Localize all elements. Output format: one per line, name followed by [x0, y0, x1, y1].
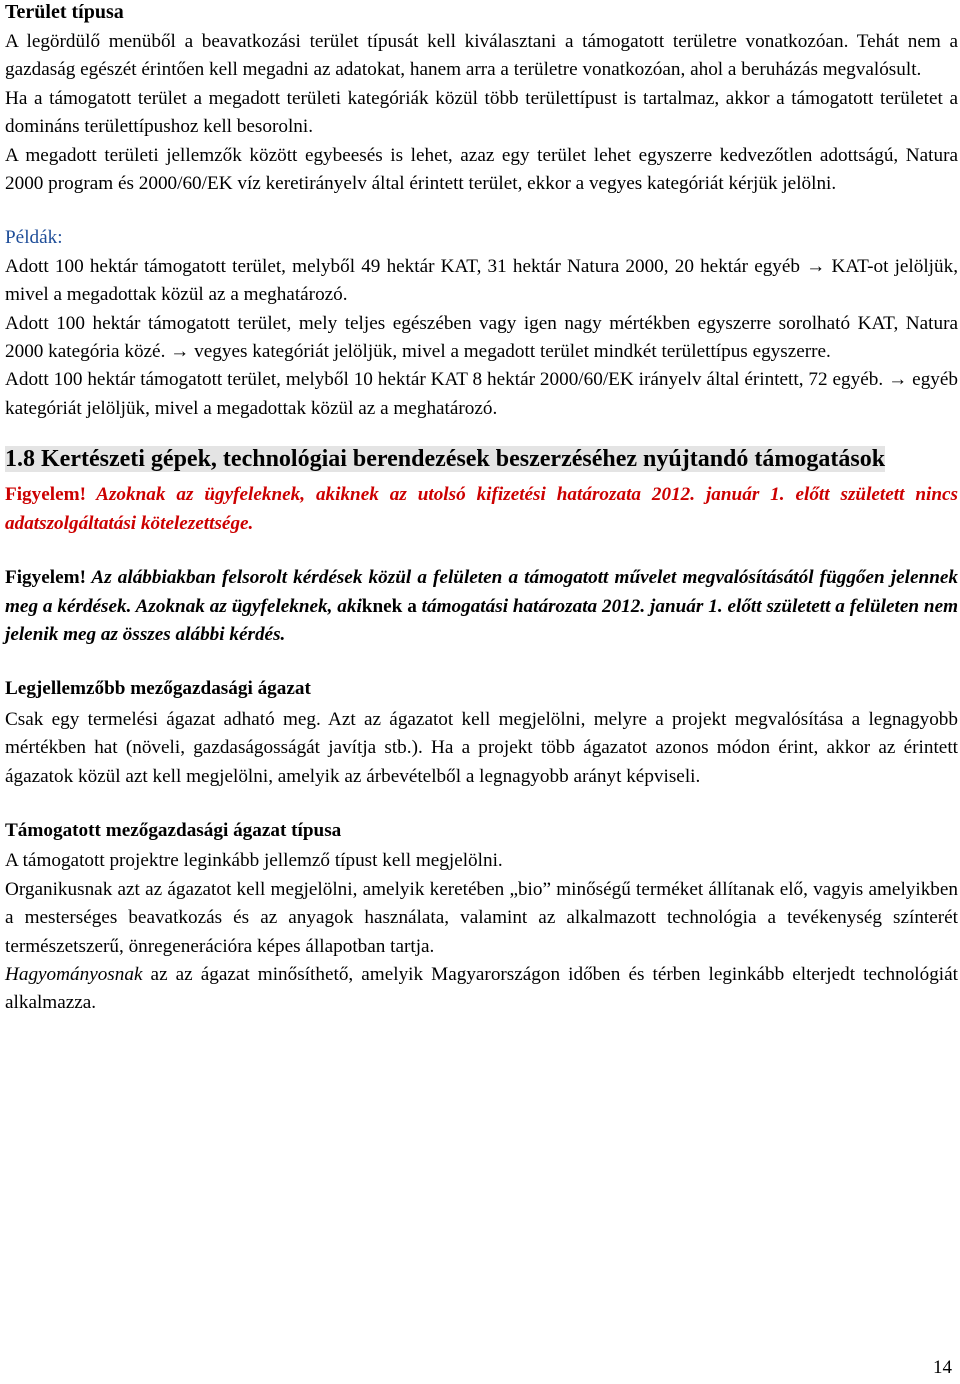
spacer: [5, 198, 958, 224]
warning-1-prefix: Figyelem!: [5, 484, 86, 506]
warning-2-text-1: Az alábbiakban felsorolt kérdések közül a felületen a támogatott művelet megvalósításától függően jelennek meg a kérdések. Azoknak az ügyfeleknek, aki: [5, 567, 958, 617]
paragraph: Organikusnak azt az ágazatot kell megjelölni, amelyik keretében „bio” minőségű terméket állítanak elő, vagyis amelyikben a mesterséges beavatkozás és az anyagok használata, valamint az alkalmazott technológia a tevékenység színterét természetszerű, önregenerációra képes állapotban tartja.: [5, 878, 958, 957]
section-title-legjellemzobb-agazat: Legjellemzőbb mezőgazdasági ágazat: [5, 678, 311, 700]
document-page: [5, 0, 958, 1018]
warning-1-text: Azoknak az ügyfeleknek, akiknek az utolsó kifizetési határozata 2012. január 1. előtt született nincs adatszolgáltatási kötelezettsége.: [5, 484, 958, 534]
spacer: [5, 538, 958, 564]
example-3: Adott 100 hektár támogatott terület, melyből 10 hektár KAT 8 hektár 2000/60/EK irányelv által érintett, 72 egyéb. → egyéb kategóriát jelöljük, mivel a megadottak közül az a meghatározó.: [5, 369, 958, 419]
section-title-agazat-tipusa: Támogatott mezőgazdasági ágazat típusa: [5, 819, 342, 841]
section-title-terulet-tipusa: Terület típusa: [5, 1, 124, 23]
paragraph: A támogatott projektre leginkább jellemző típust kell megjelölni.: [5, 850, 503, 872]
example-1: Adott 100 hektár támogatott terület, melyből 49 hektár KAT, 31 hektár Natura 2000, 20 hektár egyéb → KAT-ot jelöljük, mivel a megadottak közül az a meghatározó.: [5, 255, 958, 306]
spacer: [5, 791, 958, 817]
paragraph: A legördülő menüből a beavatkozási terület típusát kell kiválasztani a támogatott területre vonatkozóan. Tehát nem a gazdaság egészét érintően kell megadni az adatokat, hanem arra a területre vonatkozóan, ahol a beruházás megvalósult.: [5, 31, 958, 81]
paragraph-rest: az az ágazat minősíthető, amelyik Magyarországon időben és térben leginkább elterjedt technológiát alkalmazza.: [5, 963, 958, 1014]
spacer: [5, 649, 958, 675]
section-heading-text: 1.8 Kertészeti gépek, technológiai berendezések beszerzéséhez nyújtandó támogatások: [5, 446, 886, 473]
warning-2: [5, 564, 958, 649]
example-2: Adott 100 hektár támogatott terület, mely teljes egészében vagy igen nagy mértékben egyszerre sorolható KAT, Natura 2000 kategória közé. → vegyes kategóriát jelöljük, mivel a megadott terület mindkét területtípus egyszerre.: [5, 312, 958, 363]
paragraph: A megadott területi jellemzők között egybeesés is lehet, azaz egy terület lehet egyszerre kedvezőtlen adottságú, Natura 2000 program és 2000/60/EK víz keretirányelv által érintett terület, ekkor a vegyes kategóriát kérjük jelölni.: [5, 144, 958, 195]
warning-2-text-plain: knek a: [361, 595, 417, 617]
italic-term: Hagyományosnak: [5, 963, 143, 985]
page-number: 14: [933, 1357, 952, 1378]
examples-label: Példák:: [5, 227, 63, 249]
warning-2-text-2: támogatási határozata 2012. január 1. előtt született a felületen nem jelenik meg az összes alábbi kérdés.: [5, 595, 959, 645]
section-heading-1-8: [5, 443, 958, 475]
paragraph: Ha a támogatott terület a megadott területi kategóriák közül több területtípust is tartalmaz, akkor a támogatott területet a domináns területtípushoz kell besorolni.: [5, 87, 958, 138]
paragraph: [5, 961, 958, 1018]
warning-1: [5, 481, 958, 538]
paragraph: Csak egy termelési ágazat adható meg. Azt az ágazatot kell megjelölni, melyre a projekt megvalósítása a legnagyobb mértékben hat (növeli, gazdaságosságát javítja stb.). Ha a projekt több ágazatot azonos módon érint, akkor az érintett ágazatok közül azt kell megjelölni, amelyik az árbevételből a legnagyobb arányt képviseli.: [5, 708, 958, 787]
warning-2-prefix: Figyelem!: [5, 567, 86, 589]
